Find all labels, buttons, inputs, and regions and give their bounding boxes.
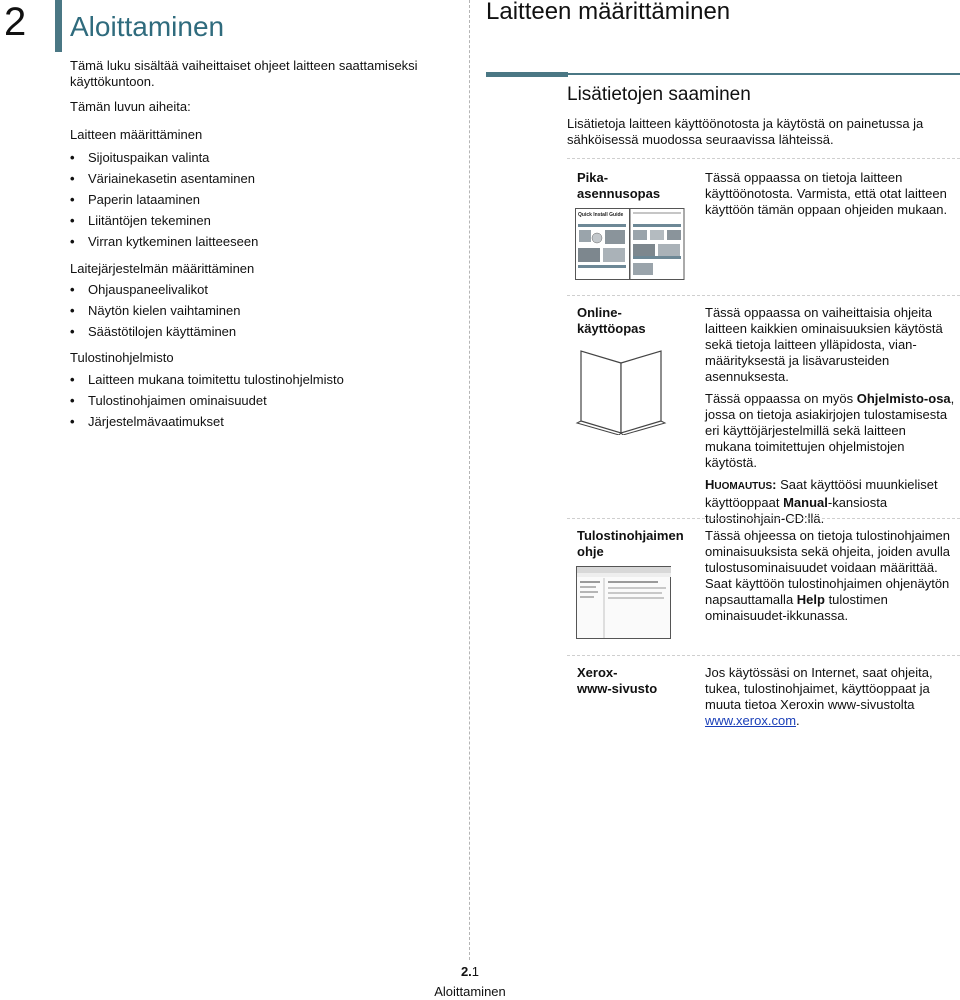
chapter-accent-bar bbox=[55, 0, 62, 52]
quick-install-guide-thumbnail bbox=[575, 208, 685, 280]
page-number: 2.1 bbox=[460, 964, 480, 979]
xerox-website-link[interactable]: www.xerox.com bbox=[705, 713, 797, 728]
open-book-icon bbox=[575, 345, 667, 435]
resource-desc-online-guide: Tässä oppaassa on vaiheittaisia ohjeita laitteen kaikkien ominaisuuksien käytöstä sekä tietoja laitteen ylläpidosta, vianmäärityksestä ja lisävarusteiden asennuksesta. Tässä oppaassa on myös Ohjelmisto-osa, jossa on tietoja asiakirjojen tulostamisesta eri käyttöjärjestelmillä sekä laitteen mukana toimitettujen ohjelmistojen käytöstä. HUOMAUTUS: Saat käyttöösi muunkieliset käyttöoppaat Manual-kansiosta tulostinohjain-CD:llä. bbox=[705, 305, 955, 526]
topic-section-title[interactable]: Laitejärjestelmän määrittäminen bbox=[70, 261, 255, 276]
resource-desc-driver-help: Tässä ohjeessa on tietoja tulostinohjaimen ominaisuuksista sekä ohjeita, joiden avulla tulostusominaisuudet voidaan määrittää. Saat käyttöön tulostinohjaimen ohjenäytön napsauttamalla Help tulostimen ominaisuudet-ikkunassa. bbox=[705, 528, 950, 623]
resource-row-separator bbox=[567, 295, 960, 296]
chapter-number: 2 bbox=[4, 0, 27, 44]
note: HUOMAUTUS: Saat käyttöösi muunkieliset käyttöoppaat Manual-kansiosta tulostinohjain-CD:llä. bbox=[705, 477, 938, 526]
resource-row-separator bbox=[567, 518, 960, 519]
resource-name-quick-install: Pika- asennusopas bbox=[577, 170, 661, 201]
resource-name-online-guide: Online- käyttöopas bbox=[577, 305, 646, 336]
footer-chapter-label: Aloittaminen bbox=[434, 984, 506, 999]
resource-row-separator bbox=[567, 158, 960, 159]
topics-label: Tämän luvun aiheita: bbox=[70, 99, 191, 114]
resource-name-website: Xerox- www-sivusto bbox=[577, 665, 658, 696]
section-rule bbox=[568, 73, 960, 75]
resource-desc-website: Jos käytössäsi on Internet, saat ohjeita, tukea, tulostinohjaimet, käyttöoppaat ja muuta tietoa Xeroxin www-sivustolta www.xerox.com. bbox=[705, 665, 933, 728]
section-rule-accent bbox=[486, 72, 568, 77]
section-heading: Lisätietojen saaminen bbox=[567, 84, 751, 105]
driver-help-window-thumbnail bbox=[576, 566, 672, 640]
resource-desc-quick-install: Tässä oppaassa on tietoja laitteen käyttöönotosta. Varmista, että otat laitteen käyttöön tämän oppaan ohjeiden mukaan. bbox=[705, 170, 948, 217]
column-divider bbox=[469, 0, 470, 960]
quick-install-thumb-title: Quick Install Guide bbox=[578, 212, 624, 218]
page-header: Laitteen määrittäminen bbox=[486, 0, 731, 25]
section-intro: Lisätietoja laitteen käyttöönotosta ja käytöstä on painetussa ja sähköisessä muodossa seuraavissa lähteissä. bbox=[567, 116, 924, 147]
topic-section-title[interactable]: Laitteen määrittäminen bbox=[70, 127, 203, 142]
topic-section-title[interactable]: Tulostinohjelmisto bbox=[70, 350, 174, 365]
chapter-title: Aloittaminen bbox=[70, 11, 225, 42]
resource-row-separator bbox=[567, 655, 960, 656]
chapter-intro: Tämä luku sisältää vaiheittaiset ohjeet laitteen saattamiseksi käyttökuntoon. bbox=[70, 58, 418, 89]
resource-name-driver-help: Tulostinohjaimen ohje bbox=[577, 528, 684, 559]
